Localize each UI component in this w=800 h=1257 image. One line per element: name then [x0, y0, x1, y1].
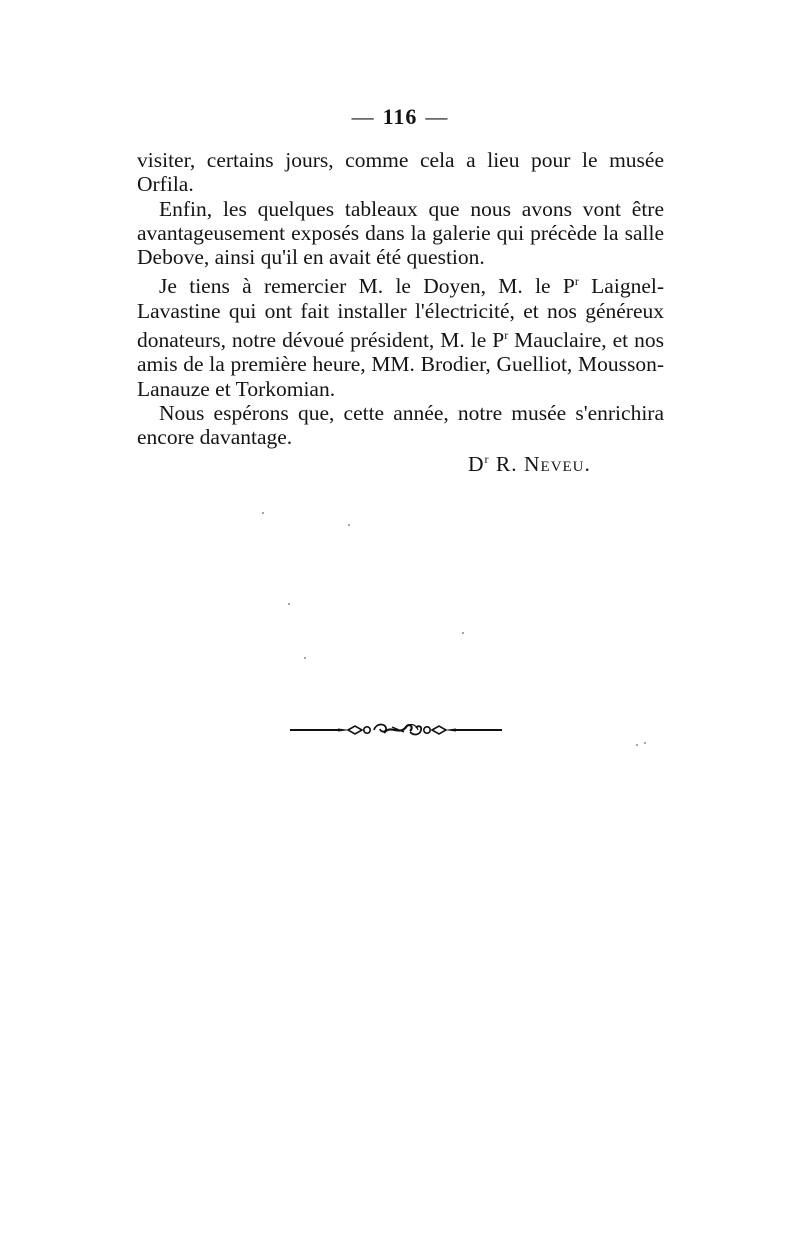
- paragraph-3: [137, 269, 664, 400]
- page-number-dash-right: —: [425, 104, 449, 129]
- page-number: [0, 104, 800, 130]
- paper-speck: [348, 524, 350, 526]
- paper-speck: [644, 742, 646, 744]
- paper-speck: [288, 603, 290, 605]
- page-number-dash-left: —: [351, 104, 375, 129]
- paragraph-1: visiter, certains jours, comme cela a lieu pour le musée Orfila.: [137, 148, 664, 197]
- signature-initial: R.: [495, 452, 518, 476]
- signature: [468, 452, 591, 477]
- paragraph-2: Enfin, les quelques tableaux que nous avons vont être avantageusement exposés dans la galerie qui précède la salle Debove, ainsi qu'il en avait été question.: [137, 196, 664, 270]
- paper-speck: [462, 632, 464, 634]
- body-text: [137, 148, 664, 450]
- paragraph-3-part-3: Mauclaire, et nos amis de la première heure, MM. Brodier, Guelliot, Mousson-Lanauze et Torkomian.: [137, 328, 664, 401]
- paragraph-3-part-2: Laignel-Lavastine qui ont fait installer l'électricité, et nos généreux donateurs, notre dévoué président, M. le P: [137, 274, 664, 353]
- paper-speck: [262, 512, 264, 514]
- signature-name: Neveu.: [524, 452, 591, 476]
- fleuron-divider-icon: [288, 718, 504, 742]
- paragraph-4: Nous espérons que, cette année, notre musée s'enrichira encore davantage.: [137, 400, 664, 450]
- paper-speck: [636, 744, 638, 746]
- paragraph-3-superscript-1: r: [574, 274, 579, 289]
- paragraph-3-superscript-2: r: [504, 328, 509, 343]
- signature-title: D: [468, 452, 485, 476]
- paper-speck: [304, 657, 306, 659]
- paragraph-3-part-1: Je tiens à remercier M. le Doyen, M. le P: [159, 274, 575, 299]
- page-number-value: 116: [382, 104, 418, 129]
- signature-title-superscript: r: [484, 452, 490, 466]
